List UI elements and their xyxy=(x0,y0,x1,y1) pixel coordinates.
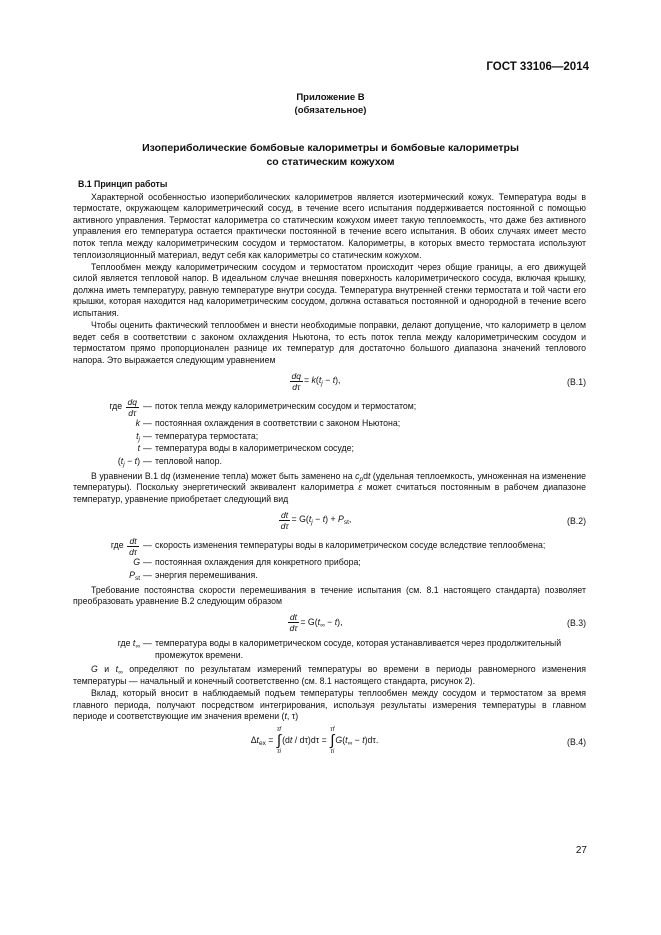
equation-b4-mid xyxy=(282,735,329,745)
definition-row xyxy=(73,418,586,431)
text-run: c xyxy=(355,470,360,481)
equation-b1 xyxy=(73,371,586,393)
text-run: t xyxy=(136,430,139,441)
definition-text: постоянная охлаждения в соответствии с законом Ньютона; xyxy=(155,418,401,428)
where-label: где xyxy=(109,401,123,412)
definition-fraction xyxy=(127,536,139,557)
equation-b3 xyxy=(73,612,586,634)
text-run: (изменение тепла) может быть заменено на xyxy=(170,470,356,481)
definition-dash: — xyxy=(143,569,152,580)
equation-b1-number: (B.1) xyxy=(567,376,586,387)
fraction-denominator: dτ xyxy=(280,520,289,531)
text-run: ), xyxy=(337,616,343,627)
definition-dash: — xyxy=(143,557,152,568)
equation-b4-number: (B.4) xyxy=(567,736,586,747)
text-run: Вклад, который вносит в наблюдаемый подъем температуры теплообмен между сосудом и термостатом за время главного периода, получают посредством интегрирования, используя результаты измерения температуры в главном периоде и соответствующие им значения времени ( xyxy=(73,687,586,722)
definition-row xyxy=(73,430,586,443)
equation-b2-number: (B.2) xyxy=(567,515,586,526)
equation-b4-rhs xyxy=(335,735,378,745)
text-run: ( xyxy=(117,455,121,466)
definition-text: постоянная охлаждения для конкретного прибора; xyxy=(155,557,361,568)
definition-dash: — xyxy=(143,638,152,649)
text-run: t xyxy=(137,443,140,454)
where-label: где xyxy=(110,540,124,551)
text-run: Требование постоянства скорости перемешивания в течение испытания (см. 8.1 настоящего стандарта) позволяет преобразовать уравнение В.2 следующим образом xyxy=(73,584,586,607)
text-run: ( xyxy=(315,375,319,386)
text-run: = G( xyxy=(300,616,318,627)
equation-b2-body xyxy=(73,510,556,531)
equation-b4-lhs xyxy=(251,735,276,745)
text-run: G xyxy=(335,734,343,745)
integral-2 xyxy=(330,726,334,755)
text-run: В уравнении В.1 d xyxy=(91,470,166,481)
definition-symbol xyxy=(73,443,143,455)
where-label: где xyxy=(117,638,131,649)
text-run: = xyxy=(303,375,312,386)
definition-text: поток тепла между калориметрическим сосудом и термостатом; xyxy=(155,401,417,412)
fraction-denominator: dτ xyxy=(129,546,137,557)
text-run: может считаться постоянным в рабочем диапазоне температур, уравнение приобретает следующий вид xyxy=(73,482,586,505)
title-line-1: Изопериболические бомбовые калориметры и бомбовые калориметры xyxy=(142,142,519,154)
text-run: = G( xyxy=(291,514,309,525)
text-run: )dτ. xyxy=(364,734,379,745)
text-run: ) xyxy=(137,455,140,466)
subscript: j xyxy=(321,380,323,388)
definitions-b1 xyxy=(73,397,586,468)
integral-sign-icon: ∫ xyxy=(276,731,282,749)
text-run: t xyxy=(345,734,348,745)
paragraph-6 xyxy=(73,664,586,687)
text-run: k xyxy=(135,418,140,428)
text-run: t xyxy=(362,734,365,745)
definition-row xyxy=(73,638,586,661)
text-run: t xyxy=(322,514,326,525)
standard-number: ГОСТ 33106—2014 xyxy=(486,61,589,73)
definition-dash: — xyxy=(143,455,152,466)
text-run: q xyxy=(165,470,171,481)
text-run: t xyxy=(132,638,136,649)
text-run: t xyxy=(115,664,119,675)
definition-symbol xyxy=(73,536,143,557)
appendix-title xyxy=(0,141,661,169)
definition-dash: — xyxy=(143,430,152,441)
subscript: j xyxy=(138,435,140,443)
definition-symbol xyxy=(73,397,143,418)
paragraph-7 xyxy=(73,688,586,723)
text-run: , xyxy=(348,514,352,525)
section-heading: В.1 Принцип работы xyxy=(78,179,168,189)
definition-text: тепловой напор. xyxy=(155,455,222,466)
fraction-numerator: dt xyxy=(281,509,289,520)
integral-upper-limit: τf xyxy=(276,725,282,733)
definition-row xyxy=(73,557,586,570)
paragraph-3 xyxy=(73,320,586,366)
definition-text: температура термостата; xyxy=(155,430,259,441)
text-run: − xyxy=(352,734,363,745)
text-run: t xyxy=(367,470,371,481)
paragraph-2 xyxy=(73,262,586,320)
definition-dash: — xyxy=(143,401,152,412)
text-run: t xyxy=(256,734,259,745)
subscript: j xyxy=(311,519,313,527)
subscript: j xyxy=(123,460,125,468)
equation-b3-rhs xyxy=(300,617,342,627)
definition-text: температура воды в калориметрическом сосуде, которая устанавливается через продолжительный промежуток времени. xyxy=(155,638,562,660)
text-run: / dτ)dτ = xyxy=(292,734,330,745)
title-line-2: со статическим кожухом xyxy=(266,156,395,168)
text-run: − xyxy=(324,616,335,627)
equation-b1-fraction xyxy=(290,371,303,392)
definition-text: энергия перемешивания. xyxy=(155,569,258,580)
text-run: − xyxy=(124,455,135,466)
equation-b4 xyxy=(73,725,586,761)
appendix-heading xyxy=(0,91,661,117)
text-run: G xyxy=(91,664,98,675)
equation-b3-body xyxy=(73,612,556,633)
subscript: p xyxy=(359,475,364,483)
subscript: ∞ xyxy=(320,621,325,629)
fraction-denominator: dτ xyxy=(128,407,137,418)
text-run: Теплообмен между калориметрическим сосудом и термостатом происходит через общие границы, а его движущей силой является тепловой напор. В идеальном случае внешняя поверхность калориметрического сосуда, включая крышку, должна иметь температуру, равную температуре внутри сосуда. Температура внутренней стенки термостата и той части его крышки, которая находится над калориметрическим сосудом, должна оставаться постоянной и однородной в течение всего испытания. xyxy=(73,261,586,319)
integral-1 xyxy=(277,726,281,755)
text-run: t xyxy=(317,616,321,627)
text-run: и xyxy=(97,664,116,675)
definition-row xyxy=(73,443,586,456)
subscript: st xyxy=(134,574,140,582)
equation-b1-body xyxy=(73,371,556,392)
text-run: k xyxy=(311,375,316,386)
subscript: ∞ xyxy=(347,739,353,747)
integral-sign-icon: ∫ xyxy=(330,731,335,749)
definition-row xyxy=(73,536,586,557)
text-run: t xyxy=(134,455,138,466)
equation-b1-rhs xyxy=(303,375,341,388)
text-run: t xyxy=(120,455,124,466)
definition-symbol xyxy=(73,557,143,569)
text-run: Δ xyxy=(250,734,257,745)
definitions-b3 xyxy=(73,638,586,661)
definition-row xyxy=(73,397,586,418)
text-run: ε xyxy=(358,482,363,493)
definition-symbol xyxy=(73,638,143,650)
definition-symbol xyxy=(73,456,143,468)
text-run: t xyxy=(332,375,336,386)
fraction-denominator: dτ xyxy=(289,623,298,634)
integral-lower-limit: τi xyxy=(330,747,335,755)
text-run: t xyxy=(289,734,293,745)
paragraph-1 xyxy=(73,192,586,262)
text-run: t xyxy=(308,514,312,525)
text-run: t xyxy=(318,375,322,386)
fraction-numerator: dt xyxy=(129,535,137,546)
text-run: − xyxy=(312,514,323,525)
text-run: P xyxy=(338,514,344,525)
text-run: (удельная теплоемкость, умноженная на изменение температуры). Поскольку энергетический эквивалент калориметра xyxy=(73,470,587,493)
content xyxy=(73,179,586,765)
text-run: , τ) xyxy=(286,711,299,722)
integral-lower-limit: τi xyxy=(277,747,281,755)
text-run: Характерной особенностью изопериболических калориметров является изотермический кожух. Температура воды в термостате, окружающем калориметрический сосуд, в течение всего испытания поддерживается постоянной с помощью активного управления. Термостат калориметра со статическим кожухом имеет такую теплоемкость, что даже без активного управления его температура остается практически постоянной в течение всего испытания. В обоих случаях имеет место поток тепла между калориметрическим сосудом и термостатом. Калориметры, в которых вместо термостата используют теплоизоляционный материал, ведут себя как калориметры со статическим кожухом. xyxy=(73,191,586,260)
equation-b2-fraction xyxy=(279,510,291,531)
text-run: t xyxy=(334,616,338,627)
subscript: ex xyxy=(258,739,266,747)
text-run: ), xyxy=(335,375,341,386)
definition-row xyxy=(73,455,586,468)
appendix-label: Приложение В xyxy=(296,92,365,103)
appendix-status: (обязательное) xyxy=(294,105,367,116)
fraction-denominator: dτ xyxy=(292,381,301,392)
definition-row xyxy=(73,569,586,582)
text-run: P xyxy=(129,569,135,580)
definition-text: скорость изменения температуры воды в калориметрическом сосуде вследствие теплообмена; xyxy=(155,540,546,551)
text-run: G xyxy=(133,557,140,568)
subscript: st xyxy=(343,519,349,527)
definition-dash: — xyxy=(143,418,152,428)
paragraph-5 xyxy=(73,585,586,608)
equation-b4-body xyxy=(73,726,556,755)
equation-b3-number: (B.3) xyxy=(567,618,586,629)
subscript: ∞ xyxy=(118,669,123,677)
paragraph-4 xyxy=(73,471,586,506)
definition-dash: — xyxy=(143,443,152,454)
definition-symbol xyxy=(73,418,143,430)
text-run: ( xyxy=(342,734,346,745)
equation-b2-rhs xyxy=(291,514,352,527)
text-run: − xyxy=(322,375,333,386)
page-number: 27 xyxy=(575,845,587,856)
integral-upper-limit: τf xyxy=(330,725,335,733)
fraction-numerator: dq xyxy=(127,396,137,407)
definition-symbol xyxy=(73,431,143,443)
equation-b2 xyxy=(73,510,586,532)
text-run: (d xyxy=(282,734,290,745)
text-run: определяют по результатам измерений температуры во времени в периоды равномерного изменения температуры — начальный и конечный соответственно (см. 8.1 настоящего стандарта, рисунок 2). xyxy=(73,664,586,686)
fraction-numerator: dt xyxy=(289,612,297,623)
text-run: = xyxy=(265,734,276,745)
subscript: ∞ xyxy=(135,643,140,651)
definition-fraction xyxy=(126,397,139,418)
equation-b3-fraction xyxy=(287,612,299,633)
text-run: t xyxy=(284,711,287,722)
definitions-b2 xyxy=(73,536,586,582)
text-run: d xyxy=(363,470,368,481)
text-run: ) + xyxy=(325,514,339,525)
definition-symbol xyxy=(73,570,143,582)
definition-text: температура воды в калориметрическом сосуде; xyxy=(155,443,354,454)
fraction-numerator: dq xyxy=(291,370,301,381)
definition-dash: — xyxy=(143,540,152,551)
text-run: Чтобы оценить фактический теплообмен и внести необходимые поправки, делают допущение, что калориметр в целом ведет себя в соответствии с законом охлаждения Ньютона, то есть поток тепла между калориметрическим сосудом и термостатом прямо пропорционален разнице их температур для достаточно большого диапазона значений теплового напора. Это выражается следующим уравнением xyxy=(73,320,586,365)
